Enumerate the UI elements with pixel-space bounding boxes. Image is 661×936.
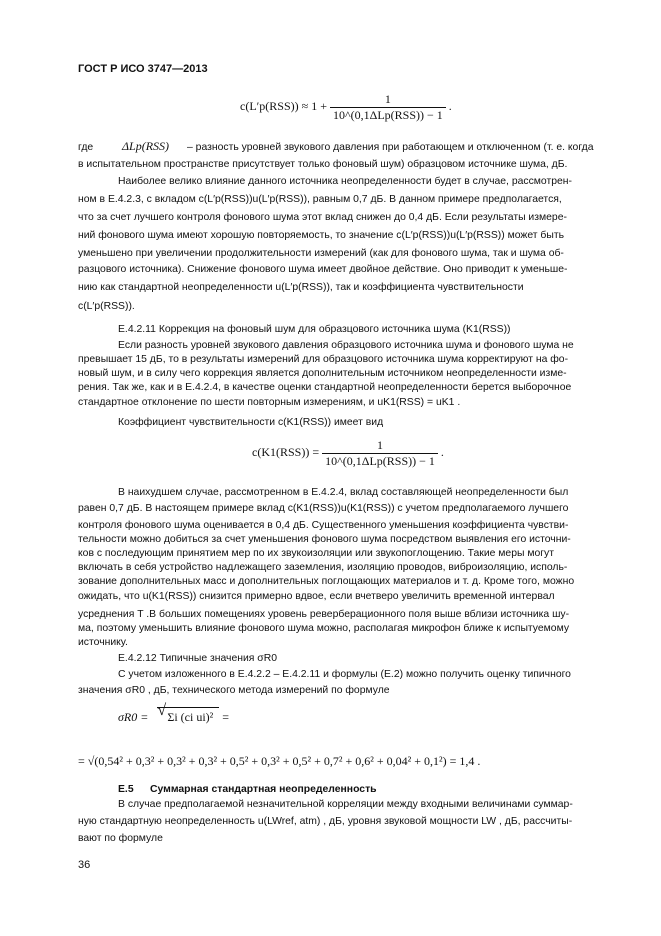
p3-line-e: стандартное отклонение по шести повторным измерениям, и uK1(RSS) = uK1 . [78, 397, 461, 408]
p5-line-e: ков с последующим принятием мер по их звукоизоляции или звукопоглощению. Такие меры могут [78, 548, 555, 559]
p3-line-c: новый шум, и в силу чего коррекция является дополнительным источником неопределенности изме- [78, 368, 567, 379]
p5-line-g: зование дополнительных масс и дополнительных поглощающих материалов и т. д. Кроме того, можно [78, 576, 575, 587]
eq2-lhs: c(K1(RSS)) = [252, 444, 320, 459]
p5-line-h: ожидать, что u(K1(RSS)) снизится примерно вдвое, если вчетверо увеличить временной интервал [78, 591, 555, 602]
p3-line-d: рения. Так же, как и в Е.4.2.4, в качестве оценки стандартной неопределенности берется выборочное [78, 382, 572, 393]
eq2-fraction [322, 438, 438, 468]
p7-line-c: вают по формуле [78, 833, 163, 844]
eq2-numerator: 1 [322, 438, 438, 454]
eq1-tail: . [448, 98, 452, 113]
p2-line-g: нию как стандартной неопределенности u(L′p(RSS)), так и коэффициента чувствительности [78, 282, 524, 293]
eq3-tail: = [222, 710, 230, 724]
paragraph-4: Коэффициент чувствительности c(K1(RSS)) имеет вид [118, 417, 384, 428]
p7-line-b: ную стандартную неопределенность u(LWref, atm) , дБ, уровня звуковой мощности LW , дБ, рассчиты- [78, 816, 573, 827]
p5-line-k: источнику. [78, 637, 128, 648]
p6-line-b: значения σR0 , дБ, технического метода измерений по формуле [78, 685, 390, 696]
p6-line-a: С учетом изложенного в Е.4.2.2 – Е.4.2.11 и формулы (Е.2) можно получить оценку типичного [118, 669, 571, 680]
p7-line-a: В случае предполагаемой незначительной корреляции между входными величинами суммар- [118, 799, 573, 810]
section-E5-title: Суммарная стандартная неопределенность [150, 784, 377, 795]
section-E4212-heading: Е.4.2.12 Типичные значения σR0 [118, 653, 277, 664]
p2-line-e: уменьшено при увеличении продолжительности измерений (как для фонового шума, так и шума об- [78, 248, 564, 259]
where-label: где [78, 142, 94, 153]
eq3-sqrt [157, 702, 219, 725]
p2-line-f: разцового источника). Снижение фонового шума имеет двойное действие. Оно приводит к уменьше- [78, 264, 568, 275]
eq1-lhs: c(L′p(RSS)) ≈ 1 + [240, 98, 327, 113]
where-symbol: ΔLp(RSS) [122, 139, 170, 153]
eq1-fraction [330, 92, 446, 122]
p2-line-a: Наиболее велико влияние данного источника неопределенности будет в случае, рассмотрен- [118, 176, 572, 187]
eq1-numerator: 1 [330, 92, 446, 108]
p5-line-f: включать в себя устройство надлежащего заземления, изоляцию проводов, виброизоляцию, исполь- [78, 562, 568, 573]
p2-line-c: что за счет лучшего контроля фонового шума этот вклад снижен до 0,4 дБ. Если результаты измере- [78, 212, 567, 223]
p5-line-j: ма, поэтому уменьшить влияние фонового шума можно, располагая микрофон ближе к испытуемому [78, 623, 570, 634]
paragraph-1: в испытательном пространстве присутствует только фоновый шум) образцовом источнике шума, дБ. [78, 159, 568, 170]
page-header: ГОСТ Р ИСО 3747—2013 [78, 63, 208, 75]
equation-4: = √(0,54² + 0,3² + 0,3² + 0,3² + 0,5² + 0,3² + 0,5² + 0,7² + 0,6² + 0,04² + 0,1²) = 1,4 . [78, 754, 481, 768]
section-E5-number: Е.5 [118, 784, 134, 795]
p3-line-a: Если разность уровней звукового давления образцового источника шума и фонового шума не [118, 340, 574, 351]
p3-line-b: превышает 15 дБ, то в результаты измерений для образцового источника шума корректируют на фо- [78, 354, 569, 365]
p5-line-a: В наихудшем случае, рассмотренном в Е.4.2.4, вклад составляющей неопределенности был [118, 487, 569, 498]
page-number: 36 [78, 859, 91, 871]
p5-line-i: усреднения T .В больших помещениях уровень реверберационного поля выше вблизи источника шу- [78, 609, 570, 620]
section-E4211-heading: Е.4.2.11 Коррекция на фоновый шум для образцового источника шума (K1(RSS)) [118, 324, 511, 335]
p2-line-b: ном в Е.4.2.3, с вкладом c(L′p(RSS))u(L′p(RSS)), равным 0,7 дБ. В данном примере предполагается, [78, 194, 562, 205]
equation-2 [252, 438, 444, 468]
eq3-body: Σi (ci ui)² [167, 710, 214, 724]
eq3-lhs: σR0 = [118, 710, 149, 724]
p2-line-d: ний фонового шума имеют хорошую повторяемость, то значение c(L′p(RSS))u(L′p(RSS)) может быть [78, 230, 564, 241]
where-text: – разность уровней звукового давления при работающем и отключенном (т. е. когда [187, 142, 594, 153]
eq2-tail: . [440, 444, 444, 459]
equation-3 [118, 702, 230, 725]
equation-1 [240, 92, 452, 122]
p5-line-c: контроля фонового шума оценивается в 0,4 дБ. Существенного уменьшения коэффициента чувстви- [78, 520, 569, 531]
eq1-denominator: 10^(0,1ΔLp(RSS)) − 1 [332, 107, 443, 122]
p5-line-d: тельности можно добиться за счет уменьшения фонового шума посредством выявления его источни- [78, 534, 571, 545]
sqrt-icon: √ [157, 702, 167, 719]
p5-line-b: равен 0,7 дБ. В настоящем примере вклад c(K1(RSS))u(K1(RSS)) с учетом предполагаемого лучшего [78, 503, 569, 514]
p2-line-h: c(L′p(RSS)). [78, 301, 135, 312]
eq2-denominator: 10^(0,1ΔLp(RSS)) − 1 [325, 453, 435, 468]
